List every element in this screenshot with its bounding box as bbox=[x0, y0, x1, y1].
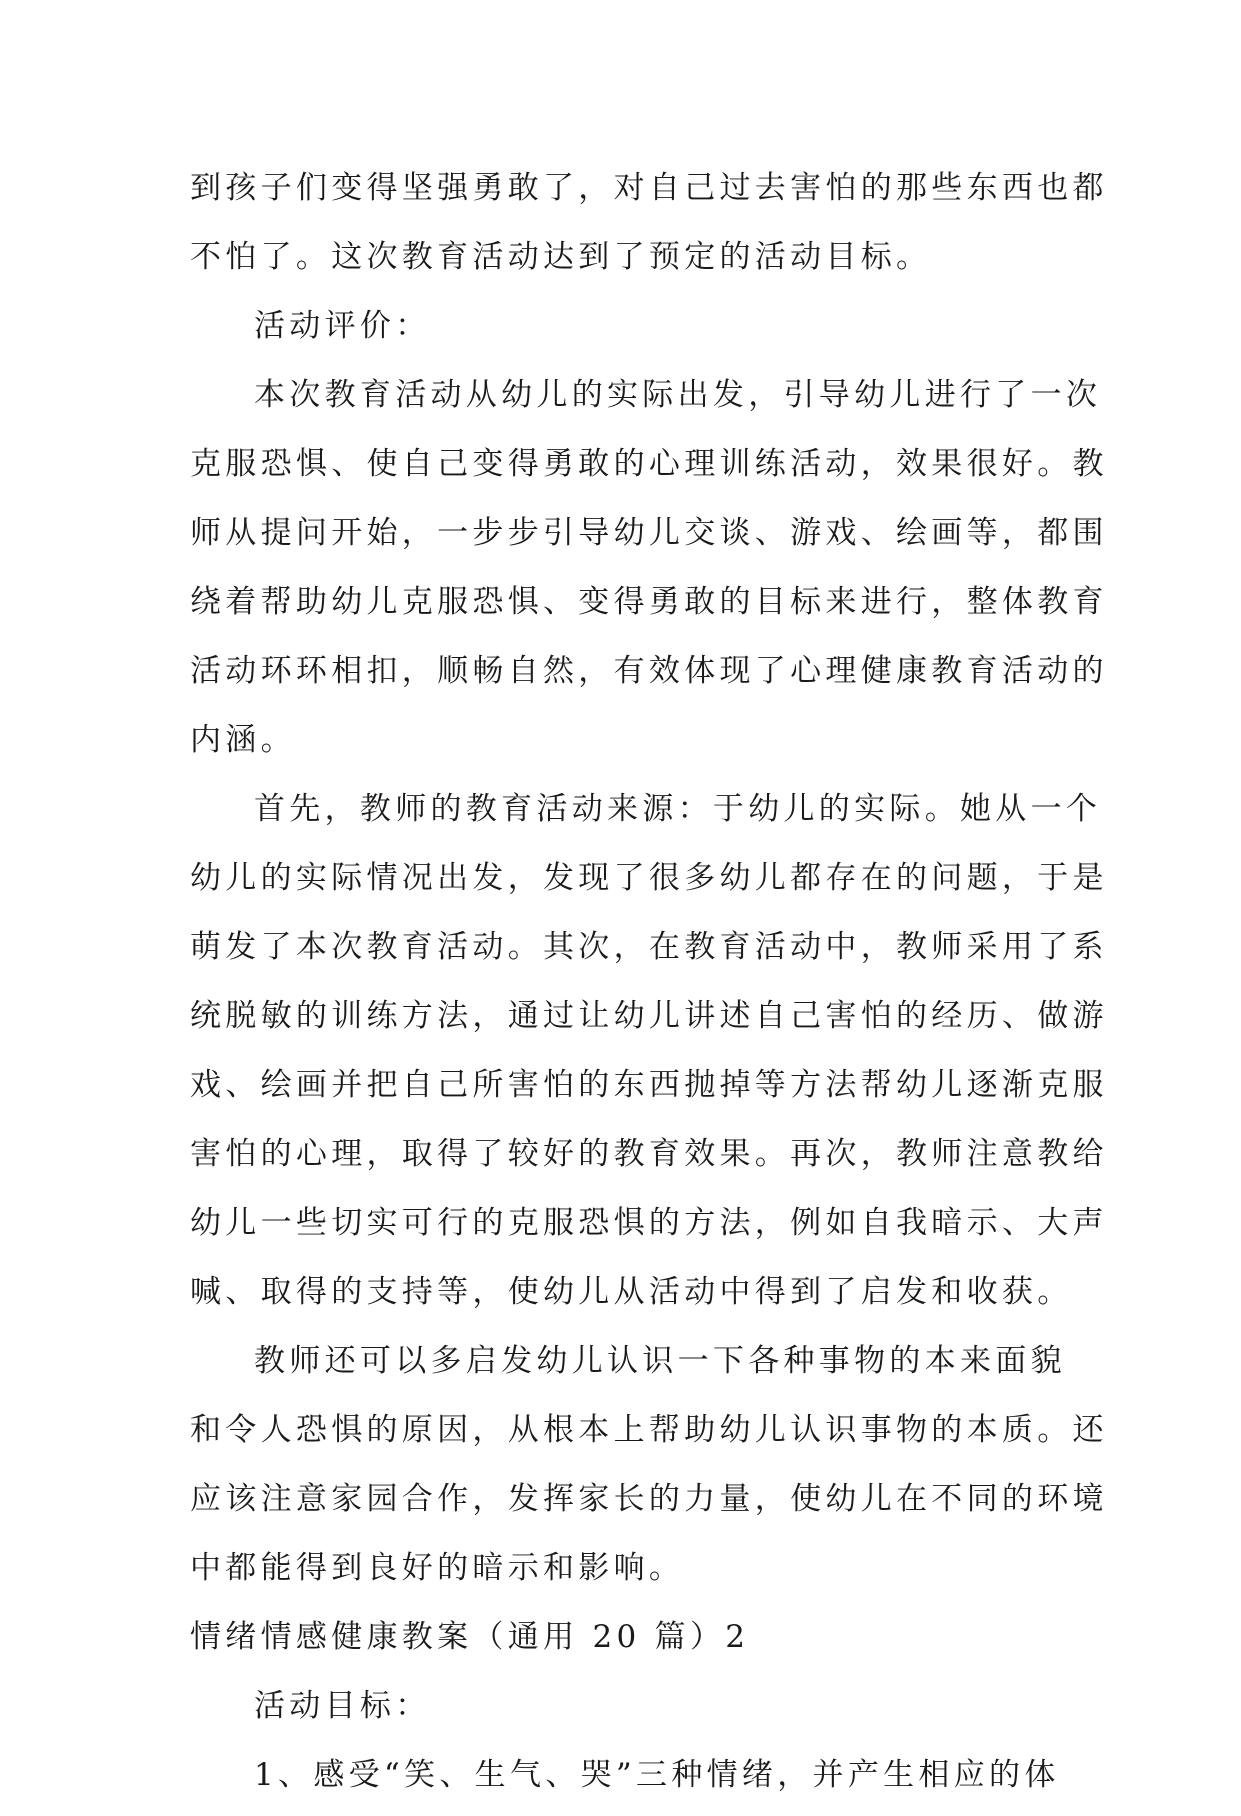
document-body bbox=[190, 160, 1108, 1816]
text-line: 幼儿的实际情况出发，发现了很多幼儿都存在的问题，于是 bbox=[190, 860, 1108, 896]
text-line: 和令人恐惧的原因，从根本上帮助幼儿认识事物的本质。还 bbox=[190, 1412, 1108, 1448]
text-line: 克服恐惧、使自己变得勇敢的心理训练活动，效果很好。教 bbox=[190, 446, 1108, 482]
section-label: 活动目标： bbox=[254, 1688, 431, 1724]
text-line: 活动环环相扣，顺畅自然，有效体现了心理健康教育活动的 bbox=[190, 653, 1108, 689]
paragraph-start-line: 本次教育活动从幼儿的实际出发，引导幼儿进行了一次 bbox=[254, 377, 1102, 413]
text-line: 幼儿一些切实可行的克服恐惧的方法，例如自我暗示、大声 bbox=[190, 1205, 1108, 1241]
text-line: 绕着帮助幼儿克服恐惧、变得勇敢的目标来进行，整体教育 bbox=[190, 584, 1108, 620]
text-line: 不怕了。这次教育活动达到了预定的活动目标。 bbox=[190, 239, 932, 275]
list-item-line: 1、感受“笑、生气、哭”三种情绪，并产生相应的体 bbox=[254, 1757, 1060, 1793]
text-line: 萌发了本次教育活动。其次，在教育活动中，教师采用了系 bbox=[190, 929, 1108, 965]
text-line: 统脱敏的训练方法，通过让幼儿讲述自己害怕的经历、做游 bbox=[190, 998, 1108, 1034]
text-line: 应该注意家园合作，发挥家长的力量，使幼儿在不同的环境 bbox=[190, 1481, 1108, 1517]
paragraph-start-line: 教师还可以多启发幼儿认识一下各种事物的本来面貌 bbox=[254, 1343, 1066, 1379]
text-line: 师从提问开始，一步步引导幼儿交谈、游戏、绘画等，都围 bbox=[190, 515, 1108, 551]
text-line: 害怕的心理，取得了较好的教育效果。再次，教师注意教给 bbox=[190, 1136, 1108, 1172]
paragraph-start-line: 首先，教师的教育活动来源：于幼儿的实际。她从一个 bbox=[254, 791, 1102, 827]
section-label: 活动评价： bbox=[254, 308, 431, 344]
text-line: 内涵。 bbox=[190, 722, 296, 758]
text-line: 戏、绘画并把自己所害怕的东西抛掉等方法帮幼儿逐渐克服 bbox=[190, 1067, 1108, 1103]
text-line: 到孩子们变得坚强勇敢了，对自己过去害怕的那些东西也都 bbox=[190, 170, 1108, 206]
text-line: 中都能得到良好的暗示和影响。 bbox=[190, 1550, 685, 1586]
section-heading: 情绪情感健康教案（通用 20 篇）2 bbox=[190, 1619, 750, 1655]
text-line: 喊、取得的支持等，使幼儿从活动中得到了启发和收获。 bbox=[190, 1274, 1073, 1310]
